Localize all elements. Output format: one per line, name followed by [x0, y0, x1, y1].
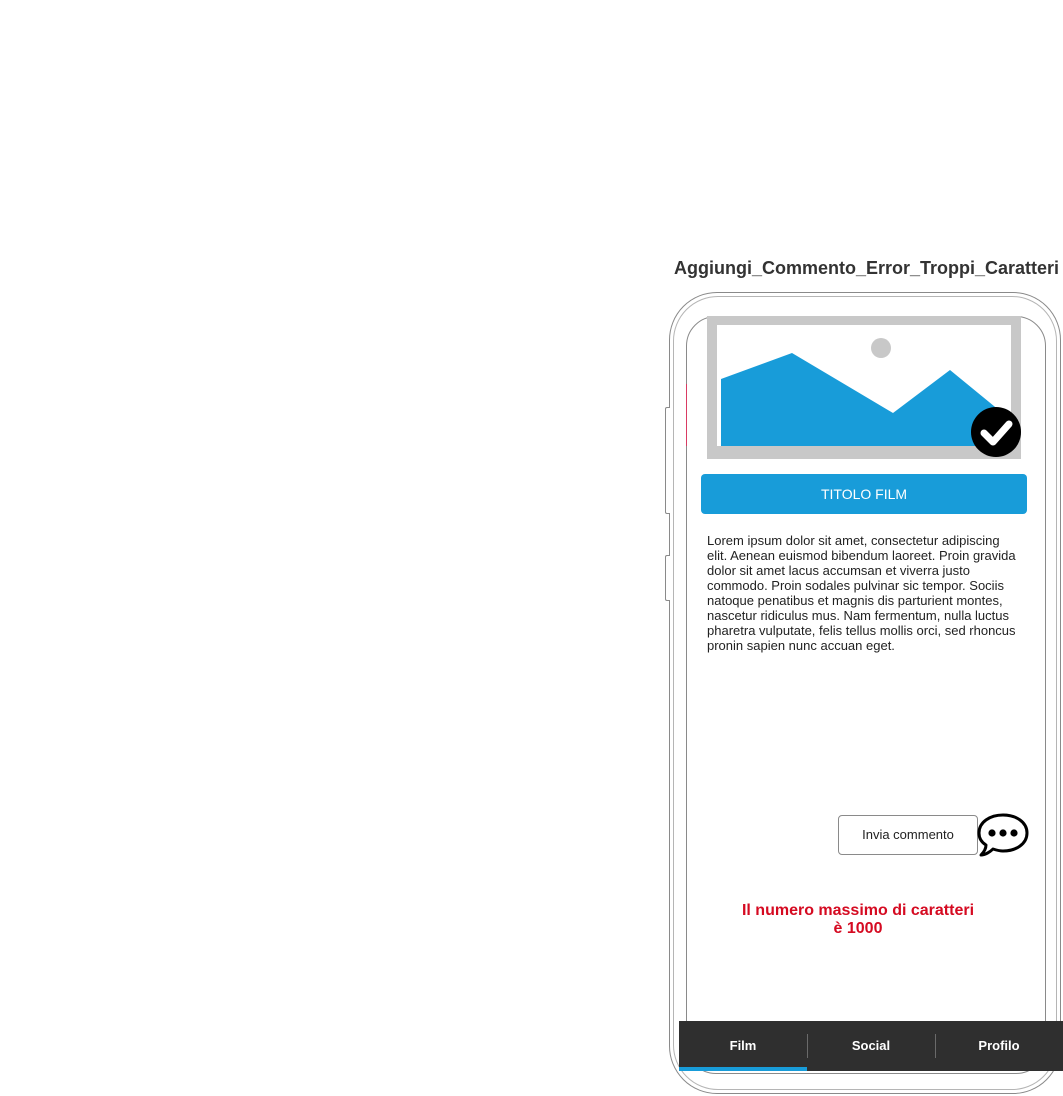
- tab-profilo[interactable]: Profilo: [935, 1021, 1063, 1071]
- phone-power-button: [665, 555, 670, 601]
- error-message: Il numero massimo di caratteri è 1000: [741, 902, 975, 937]
- tab-social[interactable]: Social: [807, 1021, 935, 1071]
- speech-bubble-icon[interactable]: [977, 812, 1030, 858]
- phone-volume-button: [665, 407, 670, 514]
- tab-film[interactable]: Film: [679, 1021, 807, 1071]
- image-placeholder-icon: [717, 325, 1011, 446]
- movie-description: Lorem ipsum dolor sit amet, consectetur adipiscing elit. Aenean euismod bibendum laoreet. Proin gravida dolor sit amet lacus accumsan et viverra justo commodo. Proin sodales pulvinar sic tempor. Sociis natoque penatibus et magnis dis parturient montes, nascetur ridiculus mus. Nam fermentum, nulla luctus pharetra vulputate, felis tellus mollis orci, sed rhoncus pronin sapien nunc accuan eget.: [707, 533, 1016, 653]
- bottom-tab-bar: [679, 1021, 1063, 1071]
- movie-title-button[interactable]: TITOLO FILM: [701, 474, 1027, 514]
- send-comment-button[interactable]: Invia commento: [838, 815, 978, 855]
- check-circle-icon: [971, 407, 1021, 457]
- screen-title: Aggiungi_Commento_Error_Troppi_Caratteri: [673, 258, 1060, 278]
- screen-edge-accent: [686, 384, 687, 446]
